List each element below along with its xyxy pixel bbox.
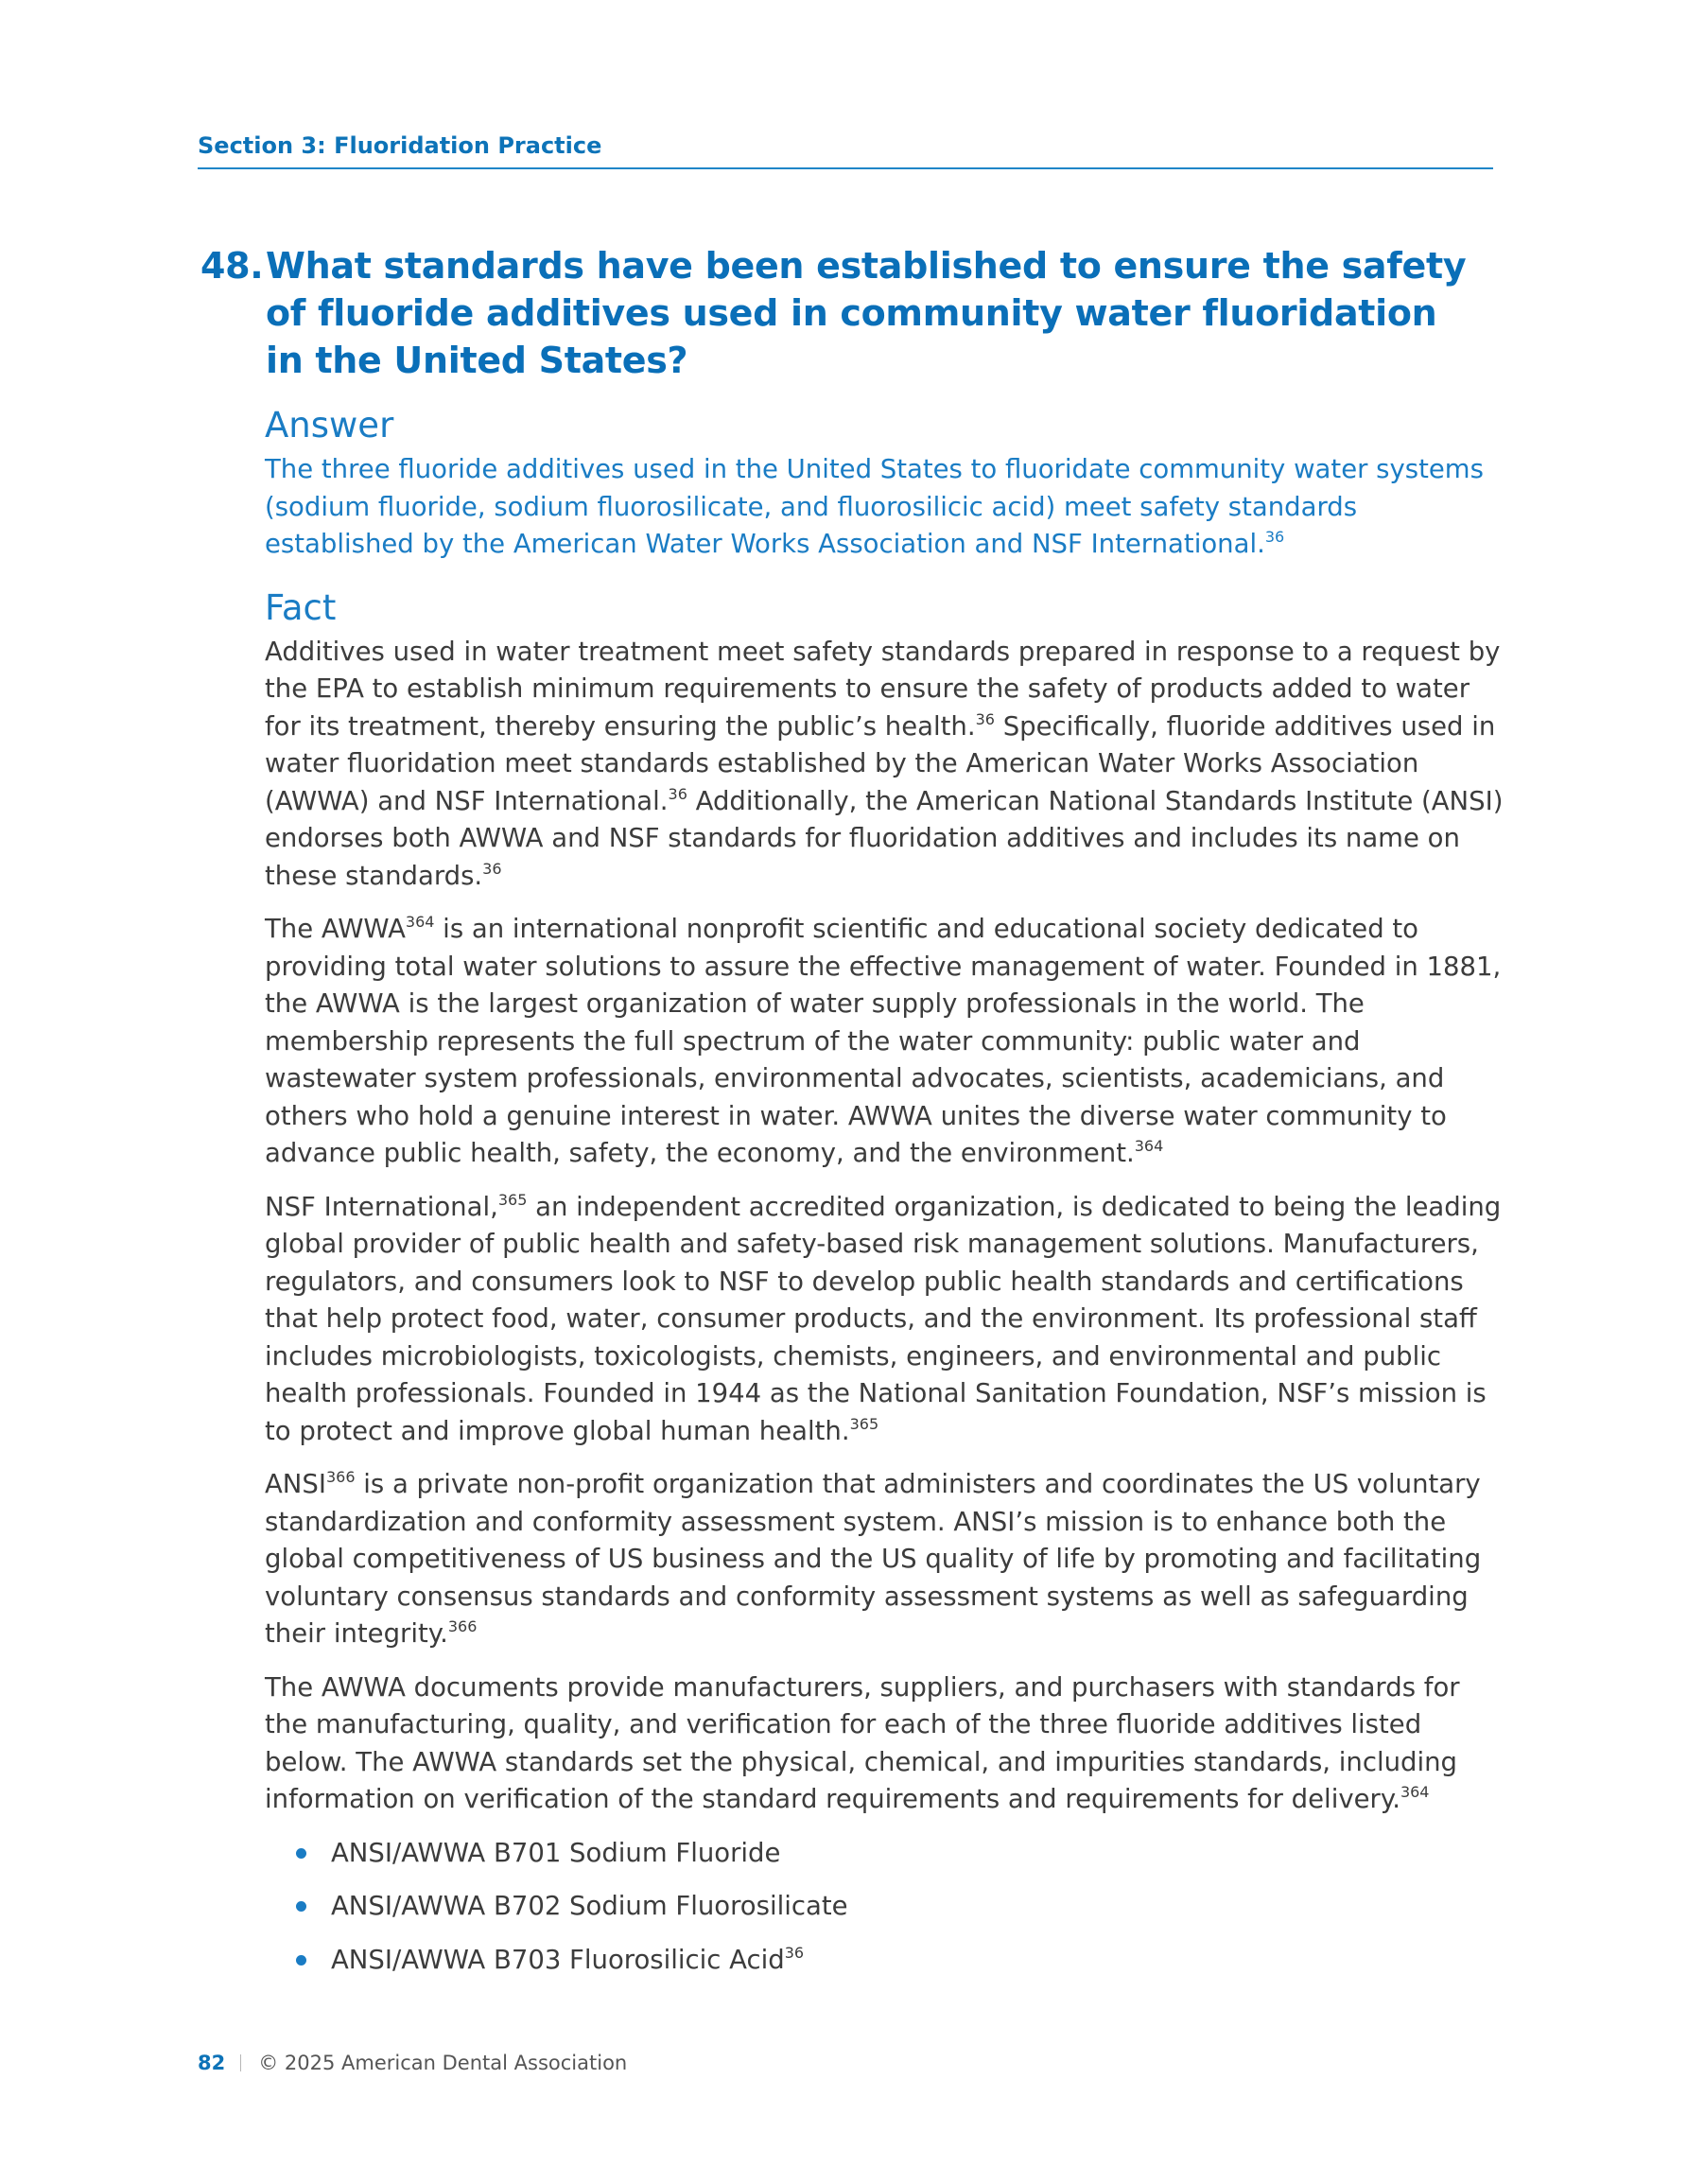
fact-heading: Fact [265, 586, 337, 628]
question-number: 48. [200, 245, 264, 287]
standard-name: ANSI/AWWA B702 Sodium Fluorosilicate [331, 1891, 848, 1921]
fact-section [265, 585, 1504, 1980]
footnote-ref: 366 [325, 1468, 356, 1486]
footnote-ref: 36 [784, 1943, 805, 1962]
fact-p4-text-a: ANSI [265, 1469, 326, 1499]
bullet-icon [296, 1955, 306, 1966]
question-text: What standards have been established to ensure the safety of fluoride additives used in community water fluoridation in the United States? [266, 245, 1467, 381]
question-heading [200, 242, 1468, 384]
fact-paragraph-4 [265, 1466, 1504, 1653]
fact-p2-text-b: is an international nonprofit scientific and educational society dedicated to providing total water solutions to assure the effective management of water. Founded in 1881, the AWWA is the largest organization of water supply professionals in the world. The membership represents the full spectrum of the water community: public water and wastewater system professionals, environmental advocates, scientists, academicians, and others who hold a genuine interest in water. AWWA unites the diverse water community to advance public health, safety, the economy, and the environment. [265, 914, 1502, 1168]
standard-name: ANSI/AWWA B703 Fluorosilicic Acid [331, 1944, 785, 1975]
footnote-ref: 366 [447, 1617, 478, 1635]
answer-body: The three fluoride additives used in the United States to fluoridate community water systems (sodium fluoride, sodium fluorosilicate, and fluorosilicic acid) meet safety standards established by the American Water Works Association and NSF International. [265, 454, 1484, 559]
fact-p5-text-a: The AWWA documents provide manufacturers, suppliers, and purchasers with standards for the manufacturing, quality, and verification for each of the three fluoride additives listed below. The AWWA standards set the physical, chemical, and impurities standards, including information on verification of the standard requirements and requirements for delivery. [265, 1671, 1460, 1814]
fact-paragraph-5 [265, 1669, 1504, 1819]
fact-paragraph-2 [265, 911, 1504, 1173]
footnote-ref: 364 [405, 913, 435, 931]
running-header [198, 132, 1493, 169]
fact-p1-text-c: Additionally, the American National Standards Institute (ANSI) endorses both AWWA and NSF standards for fluoridation additives and includes its name on these standards. [265, 785, 1504, 891]
standard-name: ANSI/AWWA B701 Sodium Fluoride [331, 1837, 781, 1868]
footnote-ref: 36 [668, 784, 687, 803]
list-item [296, 1942, 1504, 1980]
standards-list [265, 1835, 1504, 1980]
footnote-ref: 365 [849, 1414, 879, 1433]
bullet-icon [296, 1901, 306, 1912]
fact-p3-text-a: NSF International, [265, 1191, 498, 1222]
page-footer [198, 2049, 627, 2077]
answer-text [265, 451, 1504, 564]
footer-divider [240, 2054, 241, 2071]
list-item [296, 1888, 1504, 1926]
list-item [296, 1835, 1504, 1873]
footnote-ref: 36 [482, 859, 502, 878]
footnote-ref: 365 [497, 1190, 528, 1209]
copyright-text: © 2025 American Dental Association [258, 2052, 628, 2074]
fact-paragraph-3 [265, 1189, 1504, 1451]
footnote-ref: 36 [975, 709, 995, 728]
footnote-ref: 364 [1400, 1783, 1430, 1801]
section-title: Section 3: Fluoridation Practice [198, 132, 602, 159]
main-content [265, 402, 1504, 1995]
footnote-ref: 36 [1264, 528, 1285, 546]
fact-paragraph-1 [265, 634, 1504, 896]
fact-p1-text-a: Additives used in water treatment meet safety standards prepared in response to a request by the EPA to establish minimum requirements to ensure the safety of products added to water for its treatment, thereby ensuring the public’s health. [265, 636, 1501, 742]
footnote-ref: 364 [1134, 1137, 1164, 1155]
page-number: 82 [198, 2052, 226, 2074]
answer-heading: Answer [265, 405, 394, 446]
fact-p2-text-a: The AWWA [265, 914, 406, 944]
fact-p3-text-b: an independent accredited organization, is dedicated to being the leading global provider of public health and safety-based risk management solutions. Manufacturers, regulators, and consumers look to NSF to develop public health standards and certifications that help protect food, water, consumer products, and the environment. Its professional staff includes microbiologists, toxicologists, chemists, engineers, and environmental and public health professionals. Founded in 1944 as the National Sanitation Foundation, NSF’s mission is to protect and improve global human health. [265, 1191, 1502, 1446]
answer-section [265, 402, 1504, 564]
fact-p4-text-b: is a private non-profit organization that administers and coordinates the US voluntary standardization and conformity assessment system. ANSI’s mission is to enhance both the global competitiveness of US business and the US quality of life by promoting and facilitating voluntary consensus standards and conformity assessment systems as well as safeguarding their integrity. [265, 1469, 1482, 1649]
bullet-icon [296, 1848, 306, 1859]
fact-p1-text-b: Specifically, fluoride additives used in water fluoridation meet standards established by the American Water Works Association (AWWA) and NSF International. [265, 710, 1496, 816]
